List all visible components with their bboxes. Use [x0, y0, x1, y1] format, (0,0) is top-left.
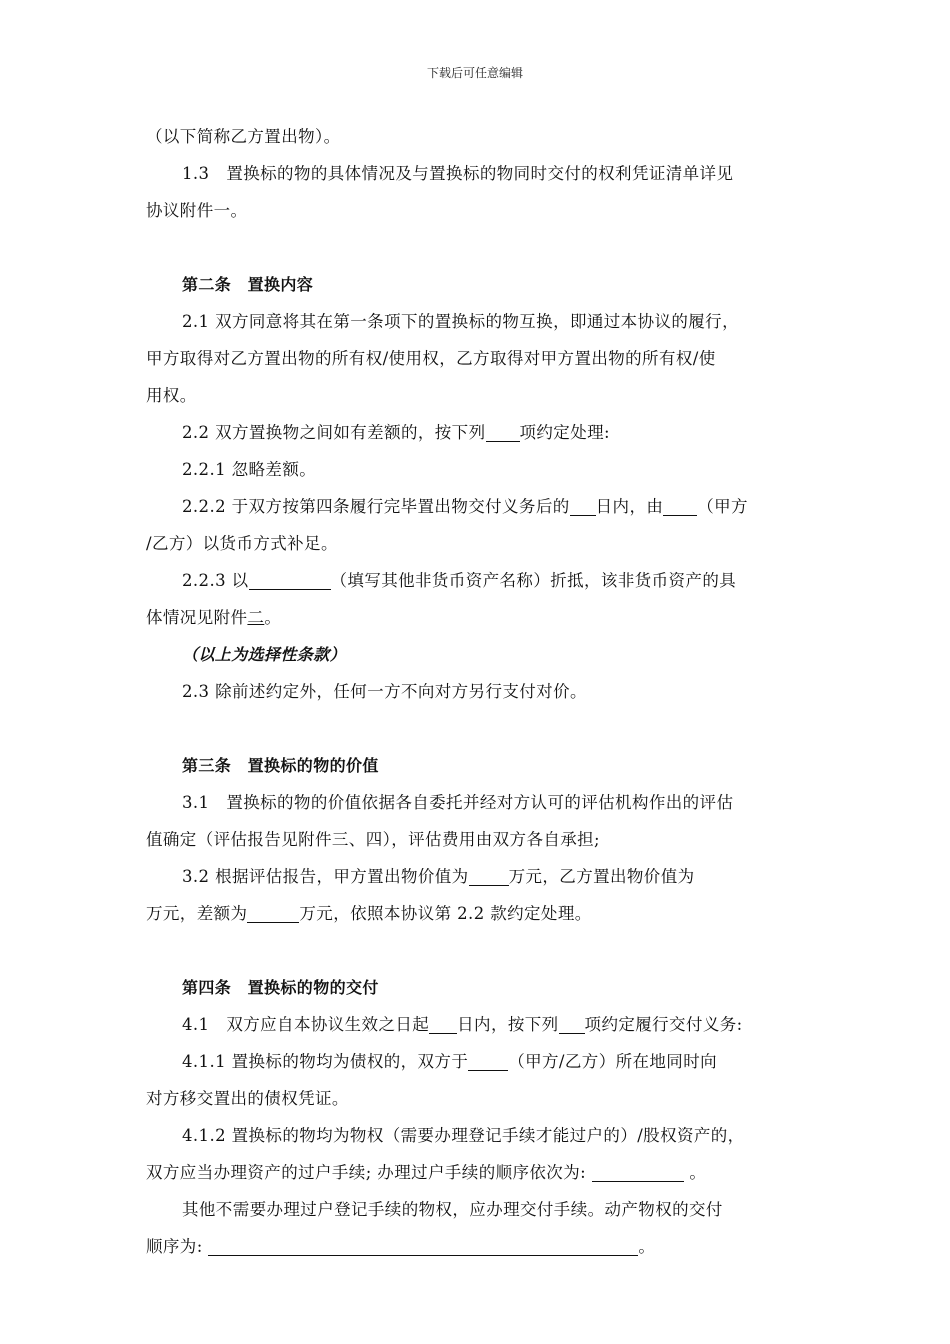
- blank-field: [208, 1237, 638, 1256]
- text-line: 顺序为: 。: [146, 1237, 656, 1256]
- clause-2-2-2: 2.2.2 于双方按第四条履行完毕置出物交付义务后的 日内，由 （甲方: [182, 497, 748, 516]
- blank-field: [486, 423, 520, 442]
- clause-3-1: 3.1 置换标的物的价值依据各自委托并经对方认可的评估机构作出的评估: [182, 793, 734, 812]
- page-header: 下载后可任意编辑: [426, 66, 523, 80]
- blank-field: [592, 1163, 684, 1182]
- text-line: 双方应当办理资产的过户手续; 办理过户手续的顺序依次为: 。: [146, 1163, 707, 1182]
- clause-4-1-1: 4.1.1 置换标的物均为债权的，双方于 （甲方/乙方）所在地同时向: [182, 1052, 717, 1071]
- clause-4-1-2: 4.1.2 置换标的物均为物权（需要办理登记手续才能过户的）/股权资产的，: [182, 1126, 745, 1145]
- clause-1-3: 1.3 置换标的物的具体情况及与置换标的物同时交付的权利凭证清单详见: [182, 164, 734, 183]
- blank-field: [469, 867, 509, 886]
- text-line: 对方移交置出的债权凭证。: [146, 1089, 349, 1108]
- clause-4-1: 4.1 双方应自本协议生效之日起 日内，按下列 项约定履行交付义务:: [182, 1015, 743, 1034]
- text-line: 值确定（评估报告见附件三、四），评估费用由双方各自承担;: [146, 830, 601, 849]
- clause-2-2: 2.2 双方置换物之间如有差额的，按下列 项约定处理:: [182, 423, 610, 442]
- optional-clause-note: （以上为选择性条款）: [182, 645, 347, 664]
- blank-field: [663, 497, 697, 516]
- text-line: 万元，差额为 万元，依照本协议第 2.2 款约定处理。: [146, 904, 592, 923]
- blank-field: [247, 904, 299, 923]
- blank-field: [249, 571, 331, 590]
- text-line: 用权。: [146, 386, 197, 405]
- article-4-heading: 第四条 置换标的物的交付: [182, 978, 379, 997]
- blank-field: [468, 1052, 508, 1071]
- clause-3-2: 3.2 根据评估报告，甲方置出物价值为 万元，乙方置出物价值为: [182, 867, 695, 886]
- text-line: （以下简称乙方置出物）。: [146, 127, 341, 146]
- clause-2-2-3: 2.2.3 以 （填写其他非货币资产名称）折抵，该非货币资产的具: [182, 571, 737, 590]
- text-line: 甲方取得对乙方置出物的所有权/使用权，乙方取得对甲方置出物的所有权/使: [146, 349, 716, 368]
- text-line: /乙方）以货币方式补足。: [146, 534, 338, 553]
- clause-2-3: 2.3 除前述约定外，任何一方不向对方另行支付对价。: [182, 682, 587, 701]
- text-line: 其他不需要办理过户登记手续的物权，应办理交付手续。动产物权的交付: [182, 1200, 723, 1219]
- blank-field: [559, 1015, 585, 1034]
- text-line: 体情况见附件二。: [146, 608, 282, 627]
- clause-2-2-1: 2.2.1 忽略差额。: [182, 460, 317, 479]
- article-2-heading: 第二条 置换内容: [182, 275, 314, 294]
- document-body: [146, 118, 811, 1265]
- blank-field: [429, 1015, 457, 1034]
- article-3-heading: 第三条 置换标的物的价值: [182, 756, 379, 775]
- blank-field: [570, 497, 596, 516]
- text-line: 协议附件一。: [146, 201, 248, 220]
- clause-2-1: 2.1 双方同意将其在第一条项下的置换标的物互换，即通过本协议的履行，: [182, 312, 739, 331]
